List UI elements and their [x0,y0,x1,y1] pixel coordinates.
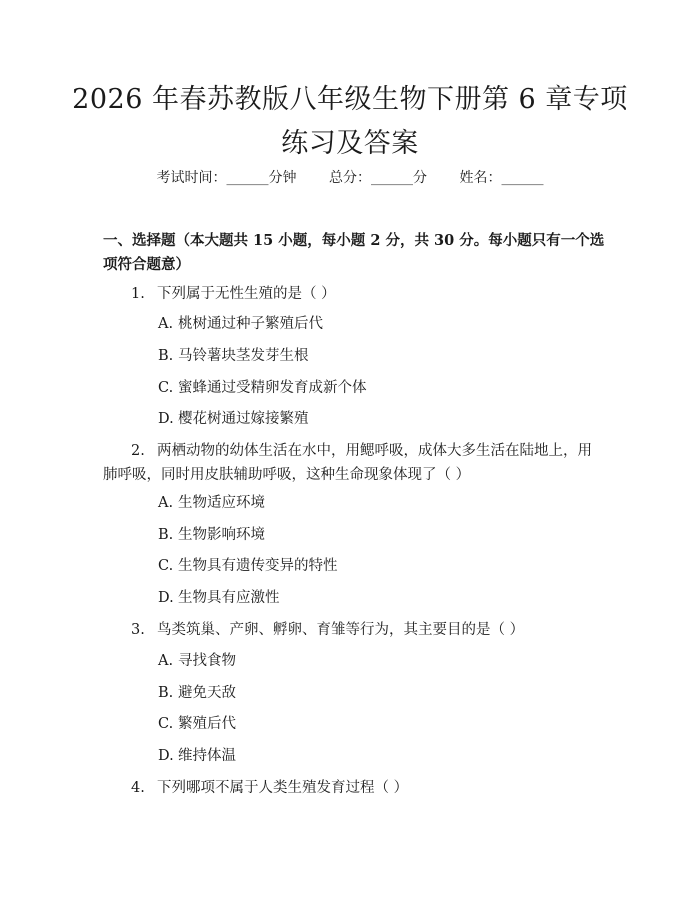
option-text: 桃树通过种子繁殖后代 [178,316,323,332]
option-3b [158,682,236,704]
option-text: 樱花树通过嫁接繁殖 [178,411,309,427]
section-heading: 一、选择题（本大题共 15 小题，每小题 2 分，共 30 分。每小题只有一个选项符合题意） [103,232,605,273]
option-letter: B. [158,348,174,364]
option-letter: B. [158,527,174,543]
question-number: 4. [131,780,145,796]
option-letter: A. [158,316,174,332]
option-2a [158,492,265,514]
option-text: 生物具有遗传变异的特性 [178,558,338,574]
question-text: 两栖动物的幼体生活在水中，用鳃呼吸，成体大多生活在陆地上，用肺呼吸，同时用皮肤辅助呼吸，这种生命现象体现了（ ） [103,443,592,483]
option-letter: A. [158,495,174,511]
option-letter: D. [158,590,174,606]
option-letter: B. [158,685,174,701]
option-letter: C. [158,380,174,396]
question-number: 1. [131,286,145,302]
option-text: 生物影响环境 [178,527,265,543]
page-title [60,78,640,166]
option-2b [158,524,265,546]
question-2 [103,439,605,487]
option-text: 马铃薯块茎发芽生根 [178,348,309,364]
option-text: 生物适应环境 [178,495,265,511]
option-1a [158,313,323,335]
option-letter: D. [158,411,174,427]
option-text: 避免天敌 [178,685,236,701]
question-4 [103,776,605,800]
option-3c [158,713,236,735]
exam-time-field: 考试时间：______分钟 [156,170,297,186]
question-number: 2. [131,443,145,459]
total-score-field: 总分：______分 [329,170,427,186]
option-text: 生物具有应激性 [178,590,280,606]
question-text: 下列哪项不属于人类生殖发育过程（ ） [157,780,409,796]
option-letter: A. [158,653,174,669]
option-3d [158,745,236,767]
question-text: 下列属于无性生殖的是（ ） [157,286,336,302]
option-3a [158,650,236,672]
option-1c [158,377,367,399]
option-text: 蜜蜂通过受精卵发育成新个体 [178,380,367,396]
question-text: 鸟类筑巢、产卵、孵卵、育雏等行为，其主要目的是（ ） [157,622,525,638]
exam-info-line [0,168,700,188]
option-1b [158,345,309,367]
question-3 [103,618,605,642]
name-field: 姓名：______ [459,170,544,186]
option-1d [158,408,309,430]
option-2d [158,587,280,609]
title-line-2: 练习及答案 [281,128,419,159]
option-text: 寻找食物 [178,653,236,669]
option-2c [158,555,338,577]
option-letter: C. [158,716,174,732]
question-1 [103,282,605,306]
option-letter: D. [158,748,174,764]
option-text: 维持体温 [178,748,236,764]
question-number: 3. [131,622,145,638]
option-letter: C. [158,558,174,574]
option-text: 繁殖后代 [178,716,236,732]
title-line-1: 2026 年春苏教版八年级生物下册第 6 章专项 [72,84,628,115]
